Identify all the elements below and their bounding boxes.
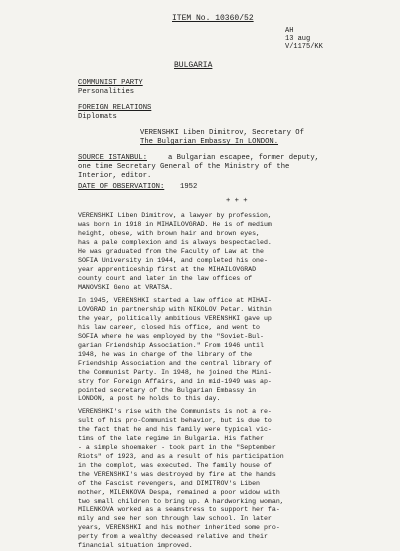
text-line: garian Friendship Association." From 1946 until [78, 341, 264, 349]
text-line: mother, MILENKOVA Despa, remained a poor widow with [78, 488, 280, 496]
text-line: his law career, closed his office, and went to [78, 323, 261, 331]
item-number: ITEM No. 10360/52 [172, 14, 254, 23]
subject-communist-party: COMMUNIST PARTY [78, 79, 143, 87]
text-line: county court and later in the law offices of [78, 274, 253, 282]
text-line: stry for Foreign Affairs, and in mid-1949 was ap- [78, 377, 272, 385]
text-line: SOFIA where he was employed by the "Soviet-Bul- [78, 332, 264, 340]
title-line-2: The Bulgarian Embassy In LONDON. [140, 138, 279, 146]
text-line: was born in 1918 in MIHAILOVGRAD. He is of medium [78, 220, 272, 228]
ref-line: AH [285, 27, 294, 35]
text-line: the VERENSHKI's was destroyed by fire at the hands [78, 470, 276, 478]
text-line: LOVGRAD in partnership with NIKOLOV Petar. Within [78, 305, 272, 313]
reference-block [285, 27, 323, 52]
text-line: VERENSHKI's rise with the Communists is not a re- [78, 408, 272, 415]
text-line: SOFIA University in 1944, and completed his one- [78, 256, 268, 264]
text-line: year apprenticeship first at the MIHAILOVGRAD [78, 265, 257, 273]
source-line-3: Interior, editor. [78, 172, 152, 180]
text-line: financial situation improved. [78, 542, 193, 550]
subject-personalities: Personalities [78, 88, 135, 96]
observation-label: DATE OF OBSERVATION: [78, 183, 165, 191]
text-line: mily and see her son through law school. In later [78, 515, 272, 523]
text-line: two small children to bring up. A hardworking woman, [78, 497, 284, 505]
text-line: - a simple shoemaker - took part in the "September [78, 443, 276, 451]
ref-line: 13 aug [285, 35, 311, 44]
text-line: pointed secretary of the Bulgarian Embassy in [78, 386, 257, 394]
text-line: MILENKOVA worked as a seamstress to support her fa- [78, 506, 280, 514]
text-line: Friendship Association and the central library of [78, 359, 272, 367]
paragraph-2 [78, 297, 370, 404]
text-line: the year, politically ambitious VERENSHKI gave up [78, 314, 272, 322]
text-line: He was graduated from the Faculty of Law at the [78, 247, 264, 255]
ref-line: V/1175/KK [285, 43, 323, 52]
text-line: Riots" of 1923, and as a result of his participation [78, 452, 284, 460]
source-label: SOURCE ISTANBUL: [78, 154, 148, 162]
text-line: tims of the late regime in Bulgaria. His father [78, 434, 264, 442]
text-line: has a pale complexion and is always bespectacled. [78, 238, 272, 246]
subject-foreign-relations: FOREIGN RELATIONS [78, 104, 152, 112]
paragraph-3 [78, 408, 370, 551]
observation-date: 1952 [180, 183, 198, 191]
text-line: 1948, he was in charge of the library of the [78, 350, 253, 358]
title-line-1: VERENSHKI Liben Dimitrov, Secretary Of [140, 129, 304, 137]
text-line: MANOVSKI Geno at VRATSA. [78, 283, 173, 291]
source-line-1: a Bulgarian escapee, former deputy, [168, 154, 319, 162]
paragraph-1 [78, 212, 370, 293]
text-line: LONDON, a post he holds to this day. [78, 395, 221, 403]
text-line: in the complot, was executed. The family house of [78, 461, 272, 469]
text-line: VERENSHKI Liben Dimitrov, a lawyer by profession, [78, 212, 272, 219]
text-line: the Communist Party. In 1948, he joined the Mini- [78, 368, 272, 376]
separator: + + + [226, 197, 248, 205]
country-heading: BULGARIA [174, 61, 213, 70]
text-line: height, obese, with brown hair and brown eyes, [78, 229, 261, 237]
text-line: sult of his pro-Communist behavior, but is due to [78, 416, 272, 424]
source-line-2: one time Secretary General of the Ministry of the [78, 163, 290, 171]
text-line: of the Fascist revengers, and DIMITROV's Liben [78, 479, 261, 487]
text-line: perty from a wealthy deceased relative and their [78, 533, 268, 541]
text-line: In 1945, VERENSHKI started a law office at MIHAI- [78, 297, 272, 304]
text-line: the fact that he and his family were typical vic- [78, 425, 272, 433]
text-line: years, VERENSHKI and his mother inherited some pro- [78, 524, 280, 532]
subject-diplomats: Diplomats [78, 113, 117, 121]
